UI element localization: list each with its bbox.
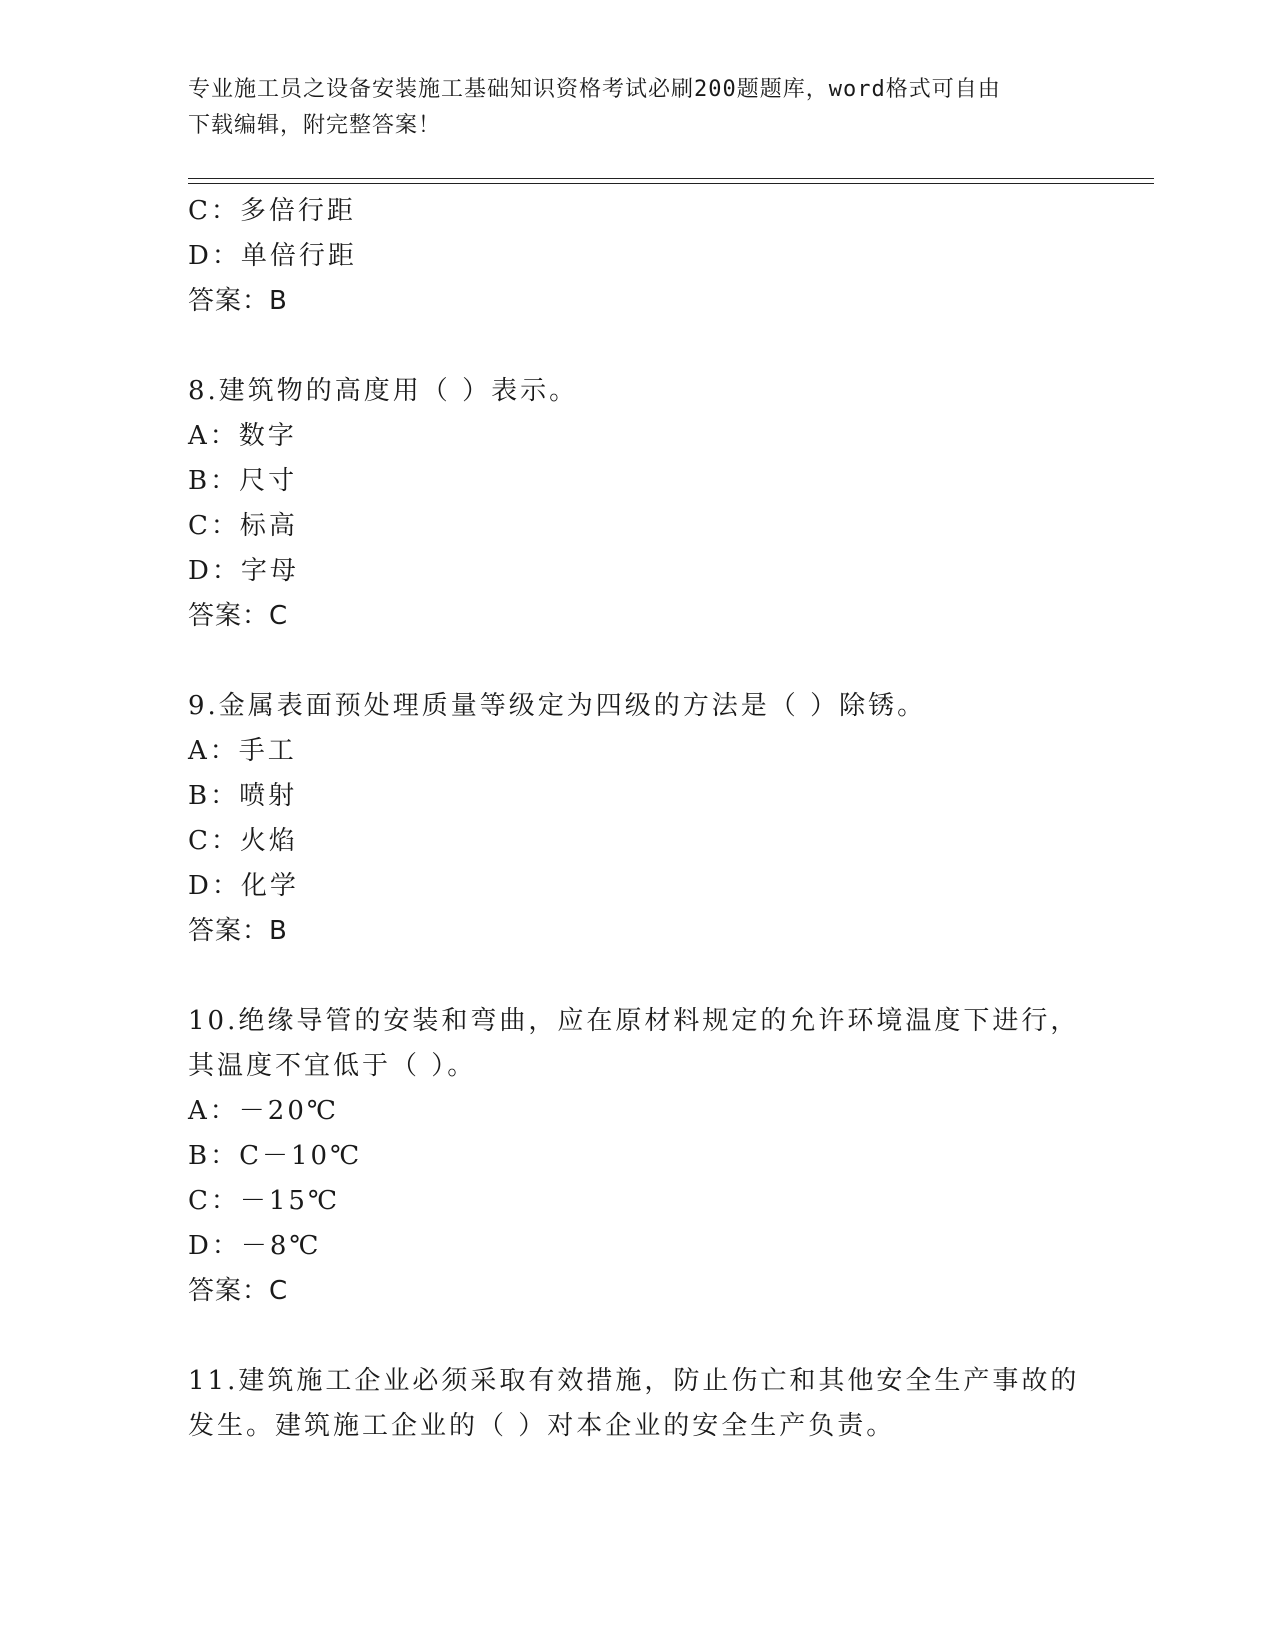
- option-d: D：字母: [188, 556, 299, 586]
- header-line-1: 专业施工员之设备安装施工基础知识资格考试必刷200题题库，word格式可自由: [188, 77, 1001, 102]
- question-9: 9.金属表面预处理质量等级定为四级的方法是（ ）除锈。: [188, 691, 927, 721]
- question-8: 8.建筑物的高度用（ ）表示。: [188, 376, 579, 406]
- answer: 答案：C: [188, 1276, 289, 1306]
- header-line-2: 下载编辑，附完整答案！: [188, 113, 442, 138]
- option-c: C：－15℃: [188, 1186, 341, 1216]
- answer: 答案：C: [188, 601, 289, 631]
- question-10: 10.绝缘导管的安装和弯曲，应在原材料规定的允许环境温度下进行，: [188, 1006, 1080, 1036]
- option-c: C：标高: [188, 511, 298, 541]
- question-11-continued: 发生。建筑施工企业的（ ）对本企业的安全生产负责。: [188, 1411, 896, 1441]
- option-b: B：喷射: [188, 781, 298, 811]
- option-c: C：多倍行距: [188, 196, 356, 226]
- document-header: [188, 72, 1068, 144]
- option-b: B：尺寸: [188, 466, 298, 496]
- option-c: C：火焰: [188, 826, 298, 856]
- option-a: A：手工: [188, 736, 297, 766]
- answer: 答案：B: [188, 286, 288, 316]
- option-d: D：单倍行距: [188, 241, 357, 271]
- option-b: B：C－10℃: [188, 1141, 363, 1171]
- option-d: D：化学: [188, 871, 299, 901]
- header-rule-top: [188, 178, 1154, 179]
- question-11: 11.建筑施工企业必须采取有效措施，防止伤亡和其他安全生产事故的: [188, 1366, 1080, 1396]
- question-10-continued: 其温度不宜低于（ ）。: [188, 1051, 477, 1081]
- option-a: A：数字: [188, 421, 297, 451]
- option-a: A：－20℃: [188, 1096, 339, 1126]
- option-d: D：－8℃: [188, 1231, 322, 1261]
- answer: 答案：B: [188, 916, 288, 946]
- header-rule-bottom: [188, 183, 1154, 184]
